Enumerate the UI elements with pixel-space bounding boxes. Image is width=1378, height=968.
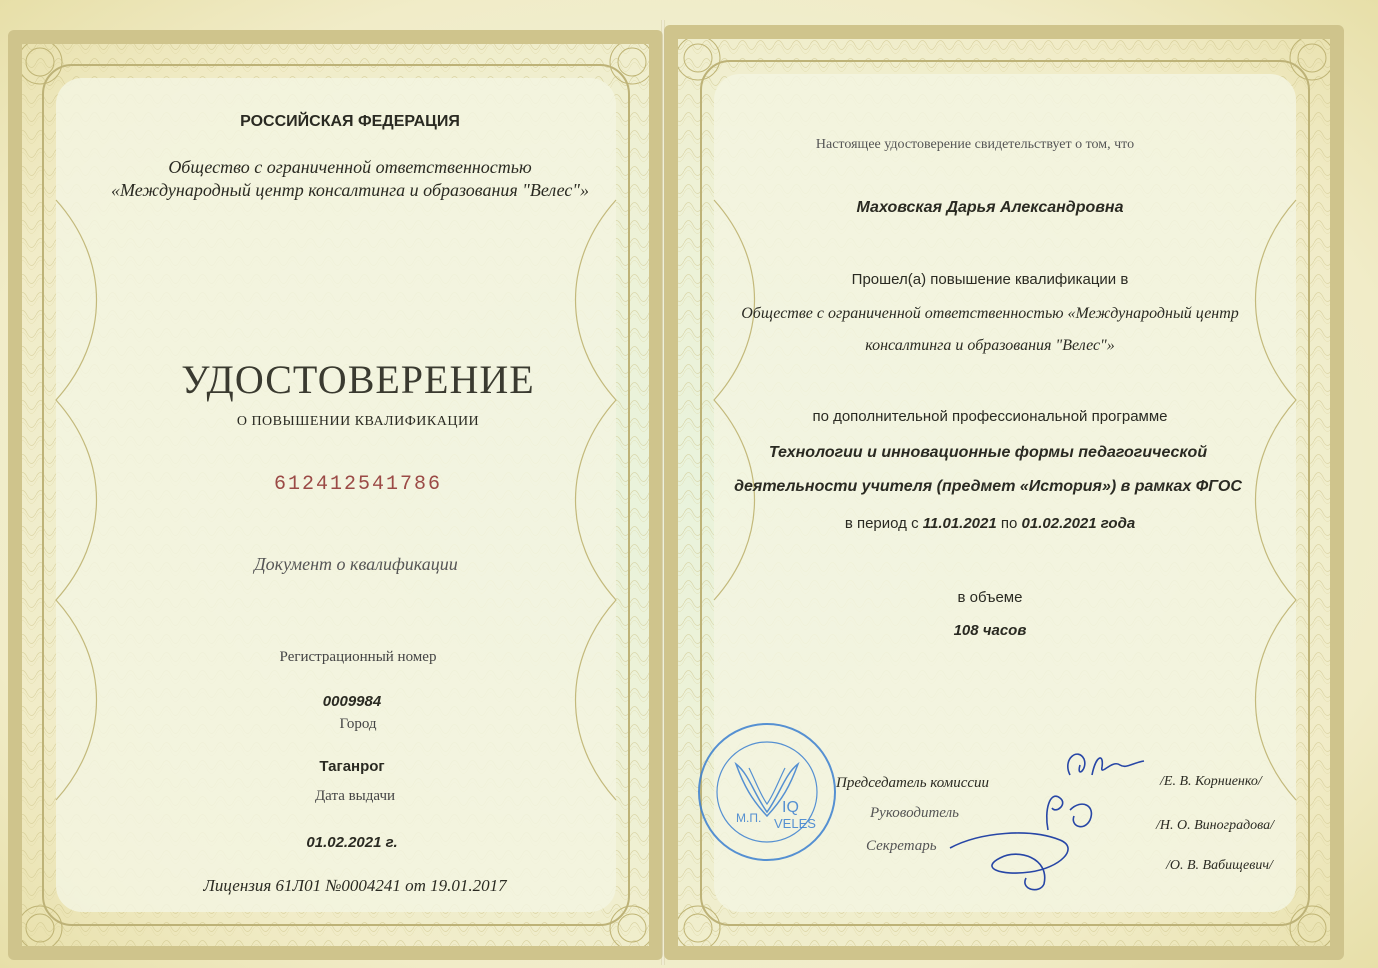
period-mid: по (1000, 515, 1018, 532)
issue-date: 01.02.2021 г. (306, 834, 398, 851)
period-end: 01.02.2021 года (1021, 515, 1136, 532)
country-heading: РОССИЙСКАЯ ФЕДЕРАЦИЯ (240, 113, 460, 130)
stamp-logo: IQ (782, 799, 799, 816)
city-label: Город (339, 716, 377, 732)
right-org-line2: консалтинга и образования "Велес"» (865, 337, 1115, 354)
org-name-line1: Общество с ограниченной ответственностью (168, 157, 532, 177)
head-label: Руководитель (870, 805, 959, 821)
program-intro: по дополнительной профессиональной программе (812, 408, 1168, 425)
stamp-mp: М.П. (736, 811, 762, 825)
city: Таганрог (319, 758, 385, 775)
hours: 108 часов (953, 622, 1027, 639)
secretary-signature (940, 818, 1090, 898)
volume-label: в объеме (957, 589, 1023, 606)
certifies-text: Настоящее удостоверение свидетельствует о том, что (815, 137, 1135, 152)
document-type: Документ о квалификации (254, 554, 458, 574)
period-start: 11.01.2021 (922, 515, 997, 532)
license-info: Лицензия 61Л01 №0004241 от 19.01.2017 (203, 876, 507, 895)
secretary-name: /О. В. Вабищевич/ (1166, 858, 1273, 873)
period-prefix: в период с (844, 515, 919, 532)
program-title-line1: Технологии и инновационные формы педагогической (768, 444, 1208, 461)
right-org-line1: Обществе с ограниченной ответственностью «Международный центр (741, 305, 1239, 322)
passed-text: Прошел(а) повышение квалификации в (851, 271, 1129, 288)
person-name: Маховская Дарья Александровна (856, 199, 1124, 216)
reg-number-label: Регистрационный номер (279, 649, 437, 665)
secretary-label: Секретарь (866, 838, 937, 854)
program-title-line2: деятельности учителя (предмет «История») в рамках ФГОС (734, 478, 1242, 495)
study-period (770, 515, 1210, 532)
document-title: УДОСТОВЕРЕНИЕ (181, 357, 535, 402)
document-subtitle: О ПОВЫШЕНИИ КВАЛИФИКАЦИИ (236, 414, 480, 429)
chair-label: Председатель комиссии (836, 775, 990, 791)
stamp-brand: VELES (774, 816, 816, 831)
round-stamp (694, 704, 840, 880)
org-name-line2: «Международный центр консалтинга и образования "Велес"» (111, 180, 589, 200)
head-name: /Н. О. Виноградова/ (1156, 818, 1275, 833)
page-fold (661, 20, 665, 965)
issue-date-label: Дата выдачи (314, 788, 396, 804)
chair-name: /Е. В. Корниенко/ (1160, 774, 1262, 789)
serial-number: 612412541786 (273, 473, 443, 496)
reg-number: 0009984 (322, 693, 382, 710)
